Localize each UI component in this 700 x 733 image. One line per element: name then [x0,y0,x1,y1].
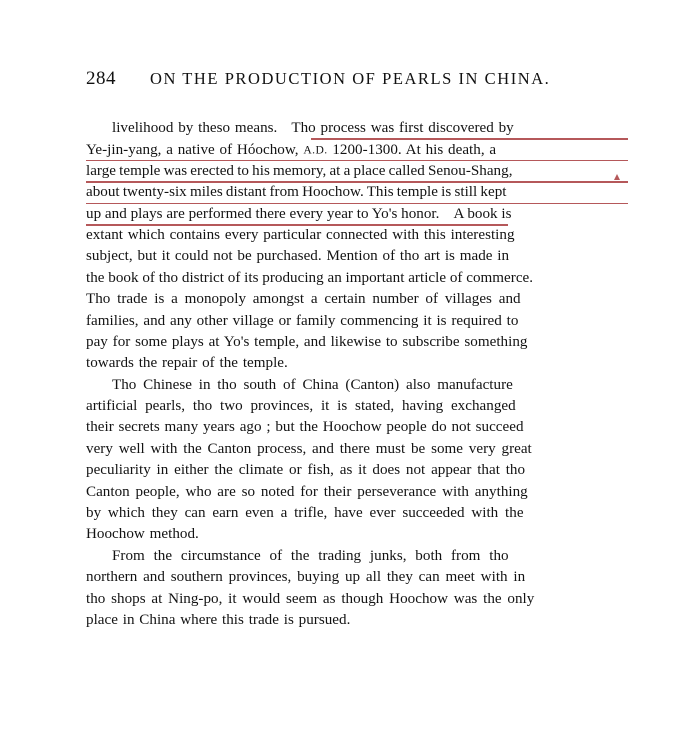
text-line [86,204,628,225]
text-line [86,311,628,332]
text-line [86,332,628,353]
line-segment: A book is [453,205,512,222]
running-head-title: ON THE PRODUCTION OF PEARLS IN CHINA. [150,69,551,88]
text-line [86,246,628,267]
line-segment: their secrets many years ago ; but the Hoochow people do not succeed [86,419,524,436]
line-segment: Canton people, who are so noted for their perseverance with anything [86,483,528,500]
text-line [86,139,628,160]
text-line [86,375,628,396]
line-segment: Tho trade is a monopoly amongst a certain number of villages and [86,291,521,308]
line-segment-underlined: Ye-jin-yang, a native of Hóochow, A.D. 1200-1300. At his death, a [86,141,497,158]
line-segment: by which they can earn even a trifle, have ever succeeded with the [86,505,524,522]
text-line [86,268,628,289]
text-line [86,182,628,203]
line-segment: families, and any other village or family commencing it is required to [86,312,519,329]
text-line [86,118,628,139]
running-head [86,68,626,94]
line-segment: artificial pearls, tho two provinces, it is stated, having exchanged [86,398,516,415]
line-segment: northern and southern provinces, buying up all they can meet with in [86,569,526,586]
line-segment-underlined: about twenty-six miles distant from Hoochow. This temple is still kept [86,184,507,201]
line-segment: Tho Chinese in tho south of China (Canton) also manufacture [112,376,513,393]
text-line [86,460,628,481]
text-line [86,546,628,567]
line-segment: place in China where this trade is pursued. [86,611,351,628]
text-line [86,610,628,631]
line-segment: subject, but it could not be purchased. Mention of tho art is made in [86,248,510,265]
text-line [86,589,628,610]
page-number: 284 [86,68,116,89]
text-line [86,524,628,545]
line-segment: peculiarity in either the climate or fish, as it does not appear that tho [86,462,526,479]
body-text [86,118,628,631]
line-segment: livelihood by theso means. [112,120,278,136]
line-segment: towards the repair of the temple. [86,355,288,372]
text-line [86,225,628,246]
text-line [86,161,628,182]
line-segment-underlined: Tho process was first discovered by [291,120,514,136]
line-segment: the book of tho district of its producing an important article of commerce. [86,269,534,286]
text-line [86,396,628,417]
line-segment: pay for some plays at Yo's temple, and likewise to subscribe something [86,333,528,350]
text-line [86,567,628,588]
text-line [86,289,628,310]
text-line [86,503,628,524]
text-line [86,439,628,460]
small-caps-ad: A.D. [303,143,328,157]
text-line [86,353,628,374]
line-segment: Hoochow method. [86,526,199,543]
line-segment-underlined: large temple was erected to his memory, at a place called Senou-Shang, [86,162,513,179]
line-segment: very well with the Canton process, and there must be some very great [86,440,532,457]
line-segment-underlined: up and plays are performed there every year to Yo's honor. [86,205,440,222]
line-segment: tho shops at Ning-po, it would seem as though Hoochow was the only [86,590,535,607]
line-segment: From the circumstance of the trading junks, both from tho [112,547,509,564]
text-line [86,482,628,503]
text-line [86,417,628,438]
line-segment: extant which contains every particular connected with this interesting [86,226,515,243]
